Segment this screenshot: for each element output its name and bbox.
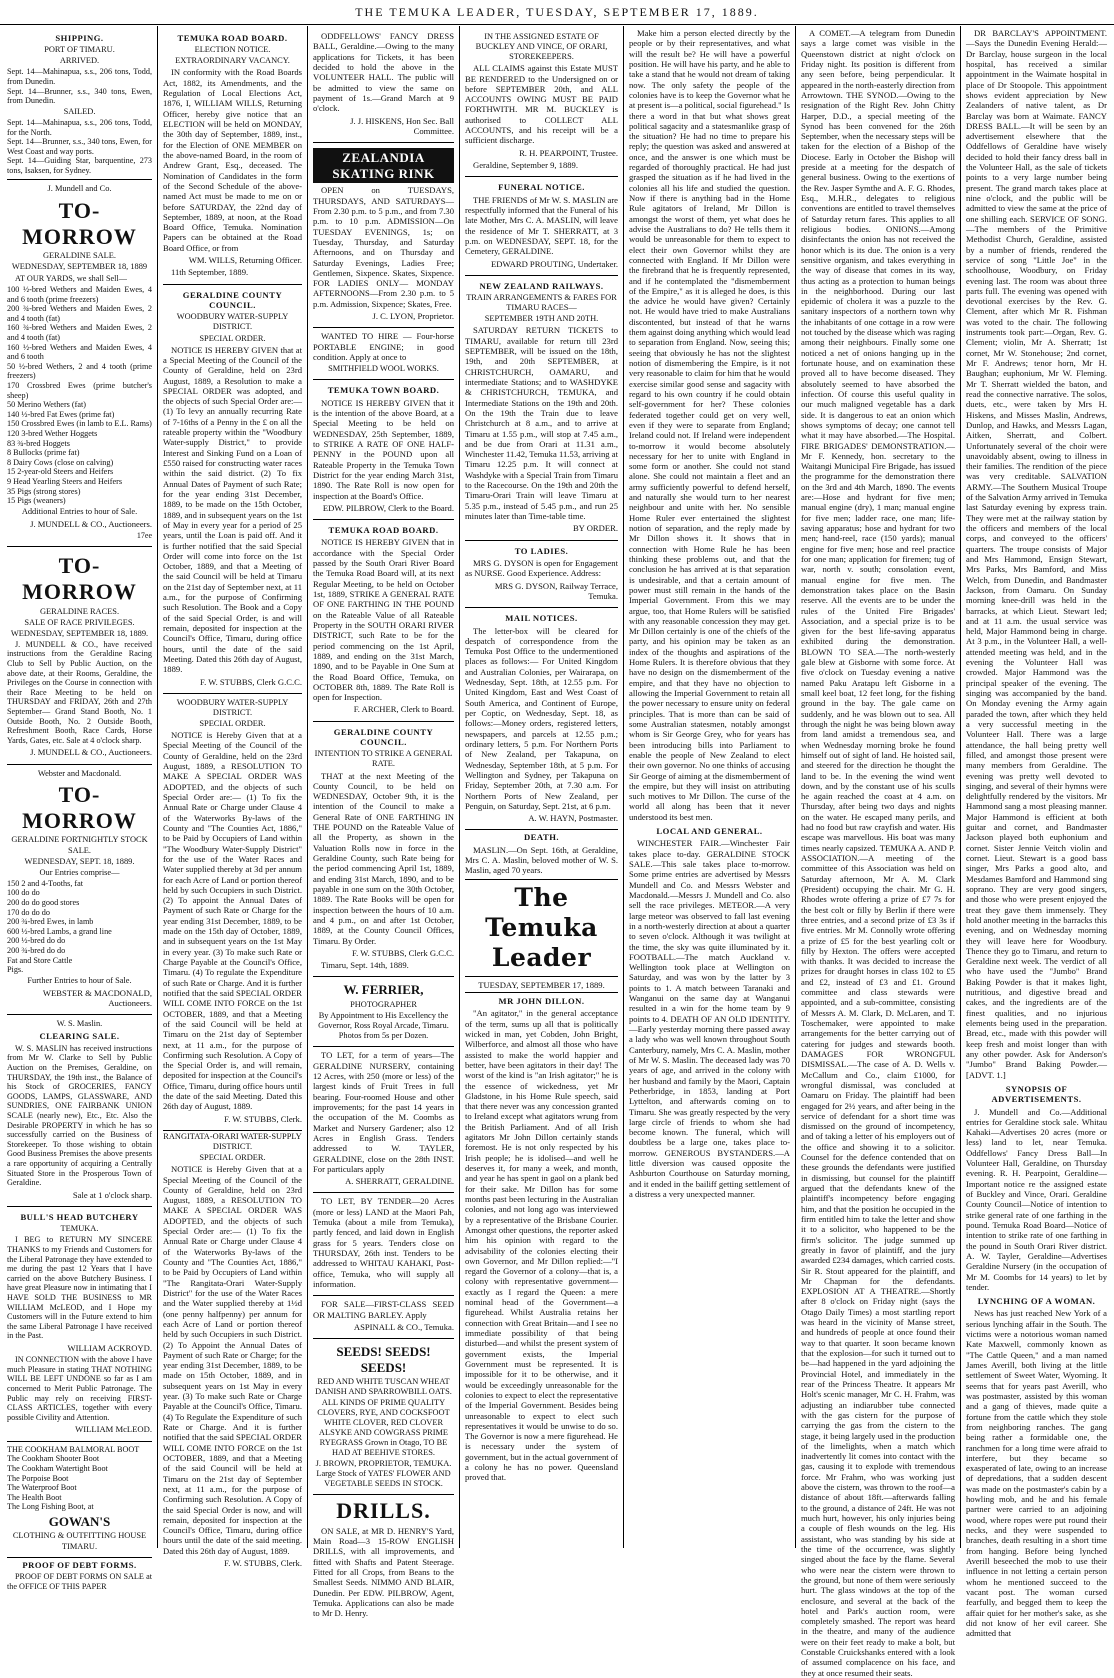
ad-body: By Appointment to His Excellency the Governor, Ross Royal Arcade, Timaru. Photos from 5s per Dozen. [318, 1011, 449, 1041]
ad-signature-2: WILLIAM McLEOD. [75, 1424, 152, 1435]
port-name: PORT OF TIMARU. [44, 45, 115, 55]
synopsis-body: J. Mundell and Co.—Additional entries for Geraldine stock sale. Whitau Kahaki—Advertises 20 acres (more or less) land to let, near Temuka. Oddfellows' Fancy Dress Ball—In Volunteer Hall, Geraldine, on Thursday evening. R. H. Pearpoint, Geraldine—Important notice re the assigned estate of Buckley and Vince, Orari. Geraldine County Council—Notice of intention to strike general rate of one farthing in the pound. Temuka Road Board—Notice of intention to strike rate of one farthing in the pound in South Orari River district. A. W. Tayler, Geraldine—Advertises Geraldine Nursery (in the occupation of Mr M. Coombs for 14 years) to let by tender. [966, 1106, 1107, 1292]
ad-body: I BEG to RETURN MY SINCERE THANKS to my Friends and Customers for the Liberal Patronage they have extended to me during the past 12 Years that I have carried on the above Butchery Business. I have great Pleasure now in intimating that I HAVE SOLD THE BUSINESS to MR WILLIAM McLEOD, and I Hope my Customers will in the Future extend to him the same Liberal Patronage I have received in the Past. [7, 1235, 152, 1341]
notice-subtitle: INTENTION TO STRIKE A GENERAL RATE. [314, 749, 453, 769]
arrived-entry: Sept. 14—Mahinapua, s.s., 206 tons, Todd, from Dunedin. [7, 67, 152, 87]
notice-signature: R. H. PEARPOINT, Trustee. [519, 147, 618, 158]
stock-item: 600 ½-bred Lambs, a grand line [7, 926, 112, 936]
barley-sale-ad [313, 1296, 454, 1339]
fancy-dress-ball-ad [313, 28, 454, 143]
ad-code: 17ee [136, 531, 152, 541]
sailed-entry: Sept. 14—Guiding Star, barquentine, 273 tons, Isaksen, for Sydney. [7, 156, 152, 175]
notice-signature: A. W. HAYN, Postmaster. [528, 813, 618, 824]
ad-body: ODDFELLOWS' FANCY DRESS BALL, Geraldine.—Owing to the many applications for Tickets, it has been decided to hold the above in the VOLUNTEER HALL. The public will be admitted to view the same on payment of 1s.—Grand March at 9 o'clock. [313, 31, 454, 114]
notice-signature: F. W. STUBBS, Clerk. [224, 1558, 302, 1569]
newspaper-nameplate [465, 879, 618, 977]
stock-item: 35 Pigs (strong stores) [7, 486, 81, 496]
lynching-body: News has just reached New York of a serious lynching affair in the South. The victims were a notorious woman named Kate Maxwell, commonly known as "The Cattle Queen," and a man named James Averill, both living at the little settlement of Sweet Water, Wyoming. It seems that for years past Averill, who was postmaster, assisted by this woman and a gang of thieves, made quite a fortune from the cattle which they stole from neighboring ranches. The gang being rather a formidable one, the ranchmen for a long time were afraid to interfere, but they became so exasperated of late, owing to an increase of depredations, that a sudden descent was made on the postmaster's cabin by a howling mob, and he and his female partner were carried to an adjoining wood, where ropes were put round their necks, and they were suspended to branches, death resulting in a short time from hanging. Before being lynched Averill beseeched the mob to use their influence in not letting a certain person whom he mentioned succeed to the vacant post. The woman cursed fearfully, and begged them to keep the affair quiet for her mother's sake, as she did not know of her evil career. She admitted that [966, 1308, 1107, 1639]
advertiser-name: Webster and Macdonald. [37, 768, 122, 778]
notice-signature: F. W. STUBBS, Clerk G.C.C. [352, 947, 454, 958]
funeral-notice [465, 177, 618, 276]
stock-item: 200 ½-bred do do [7, 936, 66, 946]
notice-subtitle-2: SEPTEMBER 19TH AND 20TH. [484, 314, 599, 324]
drills-title: DRILLS. [336, 1498, 431, 1524]
woodbury-order-ad [163, 285, 302, 694]
shipping-title: SHIPPING. [55, 33, 104, 43]
column-4 [460, 26, 624, 1548]
boot-item: The Long Fishing Boot, at [7, 1502, 94, 1512]
sale-title: CLEARING SALE. [39, 1031, 120, 1042]
arrived-label: ARRIVED. [59, 56, 100, 66]
wanted-engine-ad [313, 328, 454, 380]
assigned-estate-notice [465, 28, 618, 177]
rink-title: ZEALANDIA SKATING RINK [313, 148, 454, 183]
notice-signature: F. W. STUBBS, Clerk G.C.C. [200, 676, 302, 687]
sale-date: WEDNESDAY, SEPT. 18, 1889. [24, 856, 135, 866]
event-subtitle: SALE OF RACE PRIVILEGES. [24, 617, 135, 627]
auctioneer-signature: WEBSTER & MACDONALD, Auctioneers. [42, 987, 152, 1009]
order-label: SPECIAL ORDER. [199, 719, 266, 729]
council-title: GERALDINE COUNTY COUNCIL. [182, 289, 283, 311]
sale-footer: Sale at 1 o'clock sharp. [72, 1189, 152, 1200]
boot-item: The Health Boot [7, 1492, 62, 1502]
local-news-title: LOCAL AND GENERAL. [656, 826, 763, 837]
notice-title: NEW ZEALAND RAILWAYS. [479, 280, 604, 291]
woodbury-order-2-ad [163, 694, 302, 1131]
stock-item: 83 ¾-bred Hoggets [7, 438, 70, 448]
stock-item: 15 Pigs (weaners) [7, 496, 66, 506]
local-news-body: WINCHESTER FAIR.—Winchester Fair takes place to-day. GERALDINE STOCK SALE.—This sale takes place to-morrow. Some prime entries are advertised by Messrs Mundell and Co. and Messrs Webster and Macdonald.—Messrs J. Mundell and Co. also sell the race privileges. METEOR.—A very large meteor was observed to fall last evening in a north-westerly direction at about a quarter to seven o'clock. Although it was twilight at the time, the sky was quite illuminated by it. FOOTBALL.—The match Auckland v. Wellington took place at Wellington on Saturday, and was won by the latter by 3 points to 1. A match between Taranaki and Wanganui on the same day at Wanganui resulted in a win for the home team by 9 points to 4. DEATH OF AN OLD IDENTITY.—Early yesterday morning there passed away a lady who was well known throughout South Canterbury, namely, Mrs C. A. Maslin, mother of Mr W. S. Maslin. The deceased lady was 70 years of age, and arrived in the colony with her husband and family by the Maori, Captain Petherbridge, in 1853, landing at Port Lyttelton, and afterwards coming on to Timaru. She was greatly respected by the very large circle of friends to whom she had become known. The funeral, which will doubtless be a large one, takes place to-morrow. GENEROUS BYSTANDERS.—A little diversion was caused opposite the Ashburton Courthouse on Saturday morning, and it ended in the bailiff getting settlement of a distress a very unexpected manner. [629, 838, 790, 1199]
boot-item: The Waterproof Boot [7, 1483, 77, 1493]
tomorrow-headline: TO-MORROW [22, 781, 137, 834]
proof-title: PROOF OF DEBT FORMS. [22, 1559, 137, 1570]
notice-body: NOTICE is Hereby Given that at a Special Meeting of the Council of the County of Geraldine, held on the 23rd August, 1889, a RESOLUTION TO MAKE A SPECIAL ORDER WAS ADOPTED, and the objects of such Special Order are:— (1) To fix the Annual Rate or Charge under Clause 4 of the Waterworks By-laws of the County and "The Counties Act, 1886," to be Paid by Occupiers of Land within "The Woodbury Water-Supply District" for the use of the Water Races and Water supplied thereby at 3d per annum for each Acre of Land or portion thereof held by such Occupiers in such District. (2) To appoint the Annual Dates of Payment of such Rate or Charge for the year ending 31st December, 1889, to be made on the 15th day of October, 1889, and in subsequent years on the 1st May in every year. (3) To make such Rate or Charge Payable at the Council's Office, Timaru. (4) To regulate the Expenditure of such Rate or Charge. And it is further notified that the said SPECIAL ORDER WILL COME INTO FORCE on the 1st OCTOBER, 1889, and that a Meeting of the said Council will be held at Timaru on the 21st day of September next, at 11 a.m., for the purpose of Confirming such Resolution. A Copy of the Special Order is, and will remain, deposited for inspection at the Council's Office, Timaru, during office hours until the date of the said Meeting. Dated this 26th day of August, 1889. [163, 730, 302, 1112]
notice-body: NOTICE is Hereby Given that at a Special Meeting of the Council of the County of Geraldine, held on 23rd August, 1889, a RESOLUTION TO MAKE A SPECIAL ORDER WAS ADOPTED, and the objects of such Special Order are:— (1) To fix the Annual Rate or Charge under Clause 4 of the Waterworks By-laws of the County and "The Counties Act, 1886," to be Paid by Occupiers of Land within "The Rangitata-Orari Water-Supply District" for the use of the Water Races and the Water supplied thereby at 1½d (one penny halfpenny) per annum for each Acre of Land or portion thereof held by such Occupiers in such District. (2) To Appoint the Annual Dates of Payment of such Rate or Charge; for the year ending 31st December, 1889, to be made on 15th October, 1889, and in subsequent years on 1st May in every year. (3) To make such Rate or Charge Payable at the Council's Office, Timaru. (4) To Regulate the Expenditure of such Rate or Charge. And it is further notified that the said SPECIAL ORDER WILL COME INTO FORCE on the 1st OCTOBER, 1889, and that a Meeting of the said Council will be held at Timaru on the 21st day of September next, at 11 a.m., for the purpose of Confirming such Resolution. A Copy of the said Special Order is now, and will remain, deposited for inspection at the Council's Office, Timaru, during office hours until the date of the said meeting. Dated this 26th day of August, 1889. [163, 1164, 302, 1556]
ad-body: RED AND WHITE TUSCAN WHEAT DANISH AND SPARROWBILL OATS. ALL KINDS OF PRIME QUALITY CLOVERS, RYE, AND COCKSFOOT WHITE CLOVER, RED CLOVER ALSYKE AND COWGRASS PRIME RYEGRASS Grown in Otago, TO BE HAD AT BEEHIVE STORES. [315, 1377, 452, 1457]
rangitata-order-ad [163, 1132, 302, 1568]
notice-title: DEATH. [523, 832, 560, 843]
stock-item: 50 ½-bred Wethers, 2 and 4 tooth (prime freezers) [7, 361, 152, 381]
mundell-stock-sale-ad [7, 180, 152, 546]
editorial-continued: Make him a person elected directly by the people or by their representatives, and what will the result be? He will have a powerful position. He will have his party, and he able to take a stand that he would not dream of taking now. The only safety the people of the colonies have is to keep the Governor what he at present is—a political, social figurehead." Is there a word in that but what shows great political sagacity and a statesmanlike grasp of the situation? He had no time to prepare his reply; the question was asked and answered at once, and the answer is one which must be regarded of thoroughly practical. He had just grasped the situation as if he had lived in the colonies all his life and studied the question. Now if there is anything bad in the Home Rule agitators of Ireland, Mr Dillon is amongst the worst of them, yet what does he advise the Australians to do? He tells them it would be unreasonable for them to expect to elect their own Governor whilst they are connected with England. If Mr Dillon were the firebrand that he is frequently represented, and if he contemplated the "dismemberment of the Empire," as it is alleged he does, is this the advice he would have given? Certainly not. He would have tried to make Australians discontented, but instead of that he warns them against doing anything which would lead to separation from England. Now, seeing this; seeing that obviously he has not the slightest notion of dismembering the Empire, is it not very reasonable to claim for him that he would exercise similar good sense and sagacity with regard to his own country if he could obtain self-government for her? These colonies federated together could get on very well, even if they were to separate from England; Ireland could not. If Ireland were independent to-morrow it would become absolutely necessary for her to unite with England in some form or another. She could not stand alone. She could not maintain a fleet and an army sufficiently powerful to defend herself, and naturally she would turn to her nearest neighbour and unite with her. No sensible Home Ruler ever entertained the slightest notion of separation, and the reply made by Mr Dillon shows it. It shows that in connection with Home Rule he has been thinking these problems out, and that the conclusion he has arrived at is that separation is undesirable, and that a certain amount of power must still remain in the hands of the Imperial Government. From this we may argue, too, that Home Rulers will be satisfied with any reasonable concession they may get. Mr Dillon certainly is one of the chiefs of the party, and his opinion may be taken as an index of the thoughts and aspirations of the Home Rulers. It is therefore obvious that they have no design on the dismemberment of the empire, and that they have no objection to allowing the Imperial Government to retain all the power necessary to ensure unity on federal principles. That is more than can be said of some Australian statesmen, notably amongst whom is Sir George Grey, who for years has been introducing bills into Parliament to enable the people of New Zealand to elect their own governor. No one thinks of accusing Sir George of aiming at the dismemberment of the empire, but they will insist on attributing such motives to Mr Dillon. The curse of the world all along has been that it never understood its best men. [629, 28, 791, 822]
district-title: RANGITATA-ORARI WATER-SUPPLY DISTRICT. [163, 1132, 302, 1152]
local-news-continued: DR BARCLAY'S APPOINTMENT.—Says the Dunedin Evening Herald:—Dr Barclay, house surgeon in the local hospital, has received a similar appointment in the Waimate hospital in place of Dr Stoopole. This appointment shows evident appreciation by New Zealanders of native talent, as Dr Barclay was born at Waimate. FANCY DRESS BALL.—It will be seen by an advertisement elsewhere that the Oddfellows of Geraldine have wisely decided to hold their fancy dress ball in the Volunteer Hall, as the sale of tickets points to a very large number being present. The grand march takes place at nine o'clock, and the public will be admitted to view the same at the price of one shilling each. SERVICE OF SONG.—The members of the Primitive Methodist Church, Geraldine, assisted by a number of friends, rendered the service of song "Little Joe" in the schoolhouse, Woodbury, on Friday evening last. The room was about three parts full. The evening was opened with devotional exercises by the Rev. G. Clement, after which Mr R. Fishman was voted to the chair. The following instruments took part:—Organ, Rev. G. Clement; violin, Mr A. Sherratt; 1st cornet, Mr W. Stonehouse; 2nd cornet, Mr F. Andrews; tenor horn, Mr H. Baughan; euphonium, Mr W. Fleming. Mr T. Sherratt wielded the baton, and read the connective narrative. The solos, duets, etc., were taken by Mrs H. Hiskens, and Misses Maslin, Andrews, Dunlop, and Hawks, and Messrs Lagan, Aitken, Sherratt, and Colbert. Unfortunately several of the choir were unavoidably absent, owing to illness in their families. The rendition of the piece was very creditable. SALVATION ARMY.—The Southern Musical Troupe of the Salvation Army arrived in Temuka last Saturday evening by express train. They were met at the railway station by the officers and members of the local corps, and conveyed to the officers' quarters. The troupe consists of Major and Mrs Hammond, Ensign Stewart, Mrs Parks, Mrs Bamford, and Miss Welch, from Dunedin, and Bandmaster Jackson, from Oamaru. On Sunday morning knee-drill was held in the barracks, at which Lieut. Stewart led; and at 11 a.m. the usual service was held, Major Hammond being in charge. At 3 p.m., in the Volunteer Hall, a well-attended meeting was held, and in the evening the Volunteer Hall was crowded. Major Hammond was the principal speaker of the evening. The singing was accompanied by the band. On Monday evening the Army again paraded the town, after which they held a very successful meeting in the Volunteer Hall. There was a large attendance, the hall being pretty well filled, and amongst those present were many members from Geraldine. The evening was pretty well devoted to singing, and several of their hymns were delightfully rendered by the visitors. Mr Hammond sang a most pleasing manner. Major Hammond is efficient at both guitar and cornet, and Bandmaster Jackson played both euphonium and cornet. Sister Jennie Veitch violin and cornet. Lieut. Stewart is a good bass singer, Mrs Parks a good alto, and Mesdames Bamford and Hammond sing soprano. They are very good singers, and those who were present enjoyed the treat they gave them immensely. They hold another meeting in the barracks this evening, and on Wednesday morning they will leave here for Woodbury. Thence they go to Timaru, and return to Geraldine next week. The verdict of all who have used the "Jumbo" Brand Baking Powder is that it makes light, nutritious, and digestive bread and cakes, and the ingredients are of the finest qualities, and no injurious elements being used in the preparation. Bread, etc., made with this powder will keep fresh and moist longer than with any other powder. Ask for Anderson's "Jumbo" Brand Baking Powder.—[ADVT. 1.] [966, 28, 1108, 1080]
column-3 [308, 26, 460, 1619]
stock-item: 200 ¾-bred Wethers and Maiden Ewes, 2 and 4 tooth (fat) [7, 304, 152, 323]
drills-ad [313, 1498, 454, 1618]
tomorrow-headline: TO-MORROW [22, 552, 137, 605]
ad-body-2: IN CONNECTION with the above I have much Pleasure in stating THAT NOTHING WILL BE LEFT UNDONE so far as I am concerned to Merit Public Patronage. The Public may rely on receiving FIRST-CLASS ARTICLES, together with every possible Civility and Attention. [7, 1355, 152, 1422]
notice-date: Geraldine, September 9, 1889. [473, 160, 579, 171]
ad-body: ON SALE, at MR D. HENRY'S Yard, Main Road—3 15-ROW ENGLISH DRILLS, with all improvements, and fitted with Shafts and Patent Steerage. Fitted for all Crops, from Beans to the Smallest Seeds. NIMMO AND BLAIR, Dunedin. Per EDW. PILBROW, Agent, Temuka. Applications can also be made to Mr D. Henry. [313, 1525, 454, 1619]
ad-body: PROOF OF DEBT FORMS ON SALE at the OFFICE OF THIS PAPER [7, 1571, 152, 1591]
advertiser-name: J. Mundell and Co. [47, 184, 112, 194]
photographer-name: W. FERRIER, [343, 982, 424, 998]
notice-signature: EDWARD PROUTING, Undertaker. [491, 258, 618, 269]
stock-list [7, 879, 152, 975]
railways-notice [465, 276, 618, 541]
editorial-body: "An agitator," in the general acceptance of the term, sums up all that is politically wicked in man, yet Cobden, John Bright, Wilberforce, and almost all those who have assisted to make the world happier and better, have been agitators in their day! The worst of the kind is "an Irish agitator;" he is the essence of wickedness, yet Mr Gladstone, in his Home Rule speech, said that there never was any concession granted to Ireland except what agitators wrung from the British Parliament. And of all Irish agitators Mr John Dillon certainly stands foremost. He is not only respected by his Irish people; he is idolised—and well he deserves it, for many a week, and month, and year he has spent in gaol on a plank bed for their sake. Mr Dillon has for some months past been lecturing in the Australian colonies, and not long ago was interviewed by a representative of the Brisbane Courier. Amongst other questions, the reporter asked him his opinion with regard to the advisability of the colonies electing their own Governor, and Mr Dillon replied:—"I regard the Governor of a colony—that is, a colony with representative government—exactly as I regard the Queen: a mere nominal head of the Government—a figurehead. Whilst Australia retains her connection with Great Britain—and I see no immediate possibility of that being disturbed—and whilst the present system of government exists, the Imperial Government must be represented. It is impossible for it to be otherwise, and it would be exceedingly unreasonable for the colonies to expect to elect the representative of the Imperial Government. Besides being unreasonable to expect to elect such representatives it would be unwise to do so. The Governor is now a mere figurehead. He is necessary under the system of government, but in the actual government of a colony he has no power. Queensland proved that. [465, 1008, 618, 1483]
boot-list [7, 1445, 152, 1512]
sale-date: WEDNESDAY, SEPTEMBER 18, 1889 [11, 262, 148, 272]
auctioneer-signature: J. MUNDELL & CO., Auctioneers. [30, 747, 152, 758]
local-news-continued: A COMET.—A telegram from Dunedin says a large comet was visible in the Queenstown district at night o'clock on Friday night. Its position is different from any seen before, being perpendicular. It appeared in the north-easterly direction from Arrowtown. THE SYNOD.—Owing to the resignation of the Right Rev. John Chitty Harper, D.D., a special meeting of the Synod has been convened for the 26th September, when the necessary steps will be taken for the election of a Bishop of the Diocese. Early in October the Bishop will preside at a meeting for the despatch of general business. Owing to the exertions of the Rev. Jasper Symthe and A. F. G. Rhodes, Esq., M.H.R., delegates to religious conventions are entitled to travel themselves of Saturday return fares. This applies to all religious bodies. ONIONS.—Among disinfectants the onion has not received the honor which is its due. The onion is a very sensitive organism, and takes everything in the way of disease that comes in its way, thus acting as a protection to human beings in the neighborhood. During our last epidemic of cholera it was a puzzle to the sanitary inspectors of a northern town why the inhabitants of one cottage in a row were not touched by the disease which was raging among their neighbours. Finally some one noticed a net of onions hanging up in the fortunate house, and on examination these proved all to have become diseased. They absolutely seemed to have absorbed the infection. Of course this useful quality in our much maligned vegetable has a dark side. It is dangerous to eat an onion which shows symptoms of decay; one cannot tell what it may have absorbed.—The Hospital. FIRE BRIGADES' DEMONSTRATION.—Mr F. Kennedy, hon. secretary to the Waitangi Municipal Fire Brigade, has issued the programme for the demonstration there on the 3rd and 4th March, 1890. The events are:—Hose and hydrant for five men; manual engine (dry), 1 man; manual engine for five men; ladder race, one man; life-saving apparatus; hose and hydrant for two men; hand-reel, race (150 yards); manual engine for five men; hose and reel practice for one man; application for firemen; tug of war, north v. south; consolation event, manual engine for five men. The demonstration takes place on the Basin reserve. All the events are to be under the rules of the United Fire Brigades' Association, and a special prize is to be given for the best life-saving apparatus exhibited during the demonstration. BLOWN TO SEA.—The north-westerly gale blew at Gisborne with some force. At five o'clock on Tuesday evening a native named Paku Aratapu left Gisborne in a small keel boat, 12 feet long, for the fishing ground in the bay. The gale came on suddenly, and he was blown out to sea. All through the night he was being blown away from land amidst a tremendous sea, and when Wednesday morning broke he found himself out of sight of land. He hoisted sail, and steered for the direction he thought the land to be. In the evening the wind went down, and by the constant use of his sculls he again reached the coast at 4 a.m. on Thursday, after being two days and nights on the water. He escaped many perils, and had no food but raw crayfish and water. His escape was marvellous. His boat was many times nearly capsized. TEMUKA A. AND P. ASSOCIATION.—A meeting of the committee of this Association was held on Saturday afternoon, Mr A. M. Clark (President) occupying the chair. Mr G. H. Rhodes wrote offering a prize of £7 7s for the best colt or filly by Berlin if there were three entries, and a second prize of £3 3s if five entries. Mr M. Connolly wrote offering a prize of £5 for the best yearling colt or filly by Hexton. The offers were accepted with thanks. It was decided to increase the prizes for draught horses in class 102 to £5 and £2, instead of £3 and £1. Ground committee and class stewards were appointed, and a sub-committee, consisting of Messrs A. M. Clark, D. McLaren, and T. Toschemaker, were appointed to make arrangements for the better carrying out of catering for judges and stewards booth. DAMAGES FOR WRONGFUL DISMISSAL.—The case of A. D. Wells v. McCallum and Co., claim £1000, for wrongful dismissal, was concluded at Oamaru on Friday. The plaintiff had been engaged for 2½ years, and after being in the service of defendant for a short time was dismissed on the ground of incompetency, and of taking a letter of his employers out of the office and showing it to a solicitor. Counsel for the defence contended that on these grounds the defendants were justified in dismissing, but counsel for the plaintiff argued that the defendants knew of the plaintiff's incompetency before engaging him, and that the position he occupied in the firm entitled him to take the letter and show it to a solicitor, who happened to be the firm's solicitor. The judge summed up greatly in favor of plaintiff, and the jury awarded £234 damages, which carried costs. Sir R. Stout appeared for the plaintiff, and Mr Chapman for the defendants. EXPLOSION AT A THEATRE.—Shortly after 8 o'clock on Friday night (says the Otago Daily Times) a most startling report was heard in the vicinity of Manse street, and hundreds of people at once found their way to that quarter. It soon became known that the explosion—for such it turned out to be—had happened in the yard adjoining the Provincial Hotel, and immediately in the rear of the Princess Theatre. It appears Mr Holt's scenic manager, Mr C. H. Frahm, was adjusting an indiarubber tube connected with the gas cistern for the purpose of carrying the gas from the cistern to the stage, it being largely used in the production of the limelights, when a match which inadvertently lit comes into contact with the gas, causing it to explode with tremendous force. Mr Frahm, who was working just above the cistern, was thrown to the roof—a distance of about 18ft.—afterwards falling to the ground, a distance of 24ft. He was not much hurt, however, his only injuries being a couple of flesh wounds on the leg. His assistant, who was standing by his side at the time of the occurrence, was slightly singed about the face by the flame. Several who were near the cistern were thrown to the ground, but none of them were seriously hurt. The glass windows at the top of the enclosure, and several at the back of the hotel and Park's auction room, were completely smashed. The report was heard in the theatre, and many of the audience were on their feet ready to make a bolt, but Constable Cruickshanks entered with a look of assumed complacence on his face, and they at once resumed their seats. [801, 28, 955, 1678]
stock-list [7, 285, 152, 506]
death-notice [465, 832, 618, 875]
column-2 [158, 26, 308, 1569]
butchery-location: TEMUKA. [60, 1224, 99, 1234]
page-masthead: THE TEMUKA LEADER, TUESDAY, SEPTEMBER 17, 1889. [0, 0, 1114, 25]
notice-body: The letter-box will be cleared for despatch of correspondence from the Temuka Post Office to the undermentioned places as follows:— For United Kingdom and Australian Colonies, per Wairarapa, on Wednesday, Sept. 18th, at 12.55 p.m. For United Kingdom, East and West Coast of South America, and Continent of Europe, per Coptic, on Wednesday, Sept. 18, as follows:—Money orders, registered letters, newspapers, and parcels at 12.55 p.m.; ordinary letters, 5 p.m. For Northern Ports of New Zealand, per Takapuna, on Wednesday, September 18th, at 5 p.m. For Wellington and Sydney, per Takapuna on Friday, September 20th, at 7.30 a.m. For Northern Ports of New Zealand, per Penguin, on Saturday, Sept. 21st, at 6 p.m. [465, 625, 618, 811]
stock-item: 150 Crossbred Ewes (in lamb to E.L. Rams) [7, 419, 152, 429]
road-board-rate-ad [313, 520, 454, 722]
ad-body: OPEN on TUESDAYS, THURSDAYS, AND SATURDAYS—From 2.30 p.m. to 5 p.m., and from 7.30 p.m. to 10 p.m. ADMISSION—On TUESDAY EVENINGS, 1s; on Tuesday, Thursday, and Saturday Afternoons, and on Thursday and Saturday Evenings, Ladies Free; Gentlemen, Sixpence. Skates, Sixpence. FOR LADIES ONLY— MONDAY AFTERNOONS—From 2.30 p.m. to 5 p.m. Admission, Sixpence; Skates, Free. [313, 185, 454, 309]
notice-title: FUNERAL NOTICE. [498, 182, 585, 193]
notice-title: TEMUKA ROAD BOARD. [328, 525, 439, 536]
advertiser-name: W. S. Maslin. [56, 1019, 103, 1029]
sale-name: GERALDINE FORTNIGHTLY STOCK SALE. [11, 835, 148, 855]
stock-item: Pigs. [7, 965, 24, 975]
boots-ad [7, 1442, 152, 1558]
notice-body: MRS G. DYSON is open for Engagement as NURSE. Good Experience. Address: [465, 557, 618, 579]
land-to-let-ad [313, 1193, 454, 1296]
notice-signature: F. W. STUBBS, Clerk. [224, 1113, 302, 1124]
order-label: SPECIAL ORDER. [199, 1153, 266, 1163]
boot-item: The Cookham Shooter Boot [7, 1454, 100, 1464]
photographer-ad [313, 977, 454, 1047]
sale-name: GERALDINE SALE. [42, 251, 117, 261]
notice-date: 11th September, 1889. [171, 267, 249, 278]
ad-body: W. S. MASLIN has received instructions from Mr W. Clarke to Sell by Public Auction on the Premises, Geraldine, on THURSDAY, the 19th inst., the Balance of his Stock of GROCERIES, FANCY GOODS, LAMPS, GLASSWARE, AND SUNDRIES, ONE FAIRBANK UNION SCALE (nearly new), Etc., Etc. Also the Desirable PROPERTY in which he has so successfully carried on the Business of Storekeeper. To those wishing to obtain Good Business Premises the above presents a rare opportunity of acquiring a Centrally Situated Store in the Prosperous Town of Geraldine. [7, 1043, 152, 1188]
notice-body: NOTICE IS HEREBY GIVEN that in accordance with the Special Order passed by the South Orari River Board the Temuka Road Board will, at its next Regular Meeting, to be held on October 1st, 1889, STRIKE A GENERAL RATE OF ONE FARTHING IN THE POUND on the Rateable Value of all Rateable Property in the SOUTH ORARI RIVER DISTRICT, such Rate to be for the period commencing on the 1st April, 1889, and ending on the 31st March, 1890, and to be Payable in One Sum at the Road Board Office, Temuka, on OCTOBER 8th, 1889. The Rate Roll is open for Inspection. [313, 537, 454, 703]
stock-item: 140 ½-bred Fat Ewes (prime fat) [7, 409, 115, 419]
notice-body: NOTICE IS HEREBY GIVEN that it is the intention of the above Board, at a Special Meeting to be held on WEDNESDAY, 25th September, 1889, to STRIKE A RATE OF ONE HALF-PENNY in the POUND upon all Rateable Property in the Temuka Town District for the year ending March 31st, 1890. The Rate Roll is now open for inspection at the Board's Office. [313, 397, 454, 501]
notice-signature: MRS G. DYSON, Railway Terrace, Temuka. [494, 580, 618, 601]
nursery-to-let-ad [313, 1047, 454, 1193]
stock-item: 150 2 and 4-Tooths, fat [7, 878, 84, 888]
stock-item: 100 ½-bred Wethers and Maiden Ewes, 4 and 6 tooth (prime freezers) [7, 285, 152, 304]
ad-signature: J. C. LYON, Proprietor. [372, 311, 454, 322]
notice-body: MASLIN.—On Sept. 16th, at Geraldine, Mrs C. A. Maslin, beloved mother of W. S. Maslin, aged 70 years. [465, 844, 618, 876]
arrived-entry: Sept. 14—Brunner, s.s., 340 tons, Ewen, from Dunedin. [7, 86, 152, 106]
event-name: GERALDINE RACES. [39, 606, 120, 616]
seeds-ad [313, 1339, 454, 1495]
notice-title: MAIL NOTICES. [505, 613, 578, 624]
sailed-entry: Sept. 14—Brunner, s.s., 340 tons, Ewen, for West Coast and way ports. [7, 137, 152, 156]
stock-item: 200 ¾-bred do do [7, 945, 66, 955]
outfitter-subtitle: CLOTHING & OUTFITTING HOUSE TIMARU. [12, 1531, 147, 1551]
editorial-title: MR JOHN DILLON. [498, 996, 585, 1007]
ad-body: WANTED TO HIRE — Four-horse PORTABLE ENGINE; in good condition. Apply at once to [313, 331, 454, 362]
sale-footer: Further Entries to hour of Sale. [27, 975, 132, 985]
ad-signature: A. SHERRATT, GERALDINE. [345, 1176, 454, 1187]
tomorrow-headline: TO-MORROW [22, 197, 137, 249]
notice-title: IN THE ASSIGNED ESTATE OF BUCKLEY AND VINCE, OF ORARI, STOREKEEPERS. [475, 32, 608, 62]
seeds-title: SEEDS! SEEDS! SEEDS! [336, 1344, 431, 1375]
outfitter-name: GOWAN'S [48, 1513, 111, 1529]
butchery-title: BULL'S HEAD BUTCHERY [20, 1212, 139, 1223]
nameplate-title: The Temuka Leader [485, 882, 598, 972]
event-date: WEDNESDAY, SEPTEMBER 18, 1889. [10, 628, 149, 638]
ad-signature: J. J. HISKENS, Hon Sec. Ball Committee. [350, 115, 454, 136]
district-title: WOODBURY WATER-SUPPLY DISTRICT. [176, 697, 289, 717]
notice-title: TEMUKA TOWN BOARD. [327, 385, 440, 396]
boot-item: THE COOKHAM BALMORAL BOOT [7, 1444, 140, 1454]
notice-subtitle: ELECTION NOTICE. [194, 45, 271, 55]
notice-subtitle-2: EXTRAORDINARY VACANCY. [175, 56, 290, 66]
notice-body: ALL CLAIMS against this Estate MUST BE RENDERED to the Undersigned on or before SEPTEMBER 20th, and ALL ACCOUNTS OWING MUST BE PAID FORTHWITH. MR M. BUCKLEY is authorised to COLLECT ALL ACCOUNTS, and his receipt will be a sufficient discharge. [465, 63, 618, 146]
boot-item: The Porpoise Boot [7, 1473, 69, 1483]
notice-title: TO LADIES. [514, 545, 569, 556]
notice-title: GERALDINE COUNTY COUNCIL. [333, 726, 434, 748]
notice-date: Timaru, Sept. 14th, 1889. [321, 960, 409, 971]
notice-body: THAT at the next Meeting of the County Council, to be held on WEDNESDAY, October 9th, it is the intention of the Council to make a General Rate of ONE FARTHING IN THE POUND on the Rateable Value of all the Property, as shown in the Valuation Rolls now in force in the Geraldine County, such Rate being for the period commencing April 1st, 1889, and ending 31st March, 1890, and to be payable in one sum on the 30th October, 1889. The Rate Books will be open for inspection between the hours of 10 a.m. and 4 p.m., on and after 1st October, 1889, at the County Council Offices, Timaru. By Order. [313, 770, 454, 946]
stock-item: 9 Head Yearling Steers and Heifers [7, 476, 123, 486]
shipping-notice [7, 28, 152, 180]
notice-subtitle: TRAIN ARRANGEMENTS & FARES FOR TIMARU RACES— [466, 293, 617, 313]
stock-item: 120 3-bred Wether Hoggets [7, 429, 98, 438]
proof-of-debt-ad [7, 1560, 152, 1592]
auctioneer-signature: J. MUNDELL & CO., Auctioneers. [30, 518, 152, 529]
boot-item: The Cookham Watertight Boot [7, 1463, 108, 1473]
lynching-title: LYNCHING OF A WOMAN. [977, 1296, 1096, 1307]
notice-signature: WM. WILLS, Returning Officer. [188, 255, 302, 266]
order-label: SPECIAL ORDER. [199, 333, 266, 343]
stock-item: 170 Crossbred Ewes (prime butcher's sheep) [7, 381, 152, 400]
town-board-rate-ad [313, 380, 454, 520]
ad-signature: ASPINALL & CO., Temuka. [353, 1321, 454, 1332]
county-rate-ad [313, 722, 454, 978]
stock-item: 200 do do good stores [7, 897, 80, 907]
race-privileges-ad [7, 547, 152, 765]
column-5 [624, 26, 796, 1548]
ad-body: J. MUNDELL & CO., have received instructions from the Geraldine Racing Club to Sell by Public Auction, on the above date, at their Rooms, Geraldine, the Privileges on the Course in connection with their Race Meeting to be held on THURSDAY and FRIDAY, 26th and 27th September— Grand Stand Booth, No. 1 Outside Booth, No. 2 Outside Booth, Refreshment Booth, Race Cards, Horse Yards, Gates, etc. Sale at 4 o'clock sharp. [7, 639, 152, 745]
stock-item: 15 2-year-old Steers and Heifers [7, 467, 114, 477]
ad-body: TO LET, for a term of years—The GERALDINE NURSERY, containing 12 Acres, with 250 (more or less) of the largest kinds of Fruit Trees in full bearing. Four-roomed House and other improvements; for the past 14 years in the occupation of the M. Coombs as Market and Nursery Gardener; also 12 Acres in English Grass. Tenders addressed to W. TAYLER, GERALDINE, close on the 28th INST. For particulars apply [313, 1050, 454, 1174]
synopsis-title: SYNOPSIS OF ADVERTISEMENTS. [991, 1083, 1082, 1105]
skating-rink-ad [313, 143, 454, 328]
district-title: WOODBURY WATER-SUPPLY DISTRICT. [176, 312, 289, 332]
stock-item: 170 do do do [7, 907, 50, 917]
road-board-election-ad [163, 28, 302, 285]
notice-body: IN conformity with the Road Boards Act, 1882, its Amendments, and the Regulation of Local Elections Act, 1876, I, WILLIAM WILLS, Returning Officer, hereby give notice that an ELECTION will be held on MONDAY, the 30th day of September, 1889, inst., for the Election of ONE MEMBER on the above-named Board, in the room of Andrew Grant, Esq., deceased. The Nomination of Candidates in the form of the Second Schedule of the above-named Act must be made to me on or before SATURDAY, the 22nd day of September, 1889, at noon, at the Road Board Office, Temuka. Nomination Papers can be obtained at the Road Board Office, or from [163, 67, 302, 253]
ad-signature: SMITHFIELD WOOL WORKS. [328, 364, 439, 374]
butchery-ad [7, 1207, 152, 1442]
maslin-clearing-sale-ad [7, 1015, 152, 1207]
stock-item: 100 do do [7, 888, 40, 898]
notice-body: THE FRIENDS of Mr W. S. MASLIN are respectfully informed that the Funeral of his late Mother, Mrs C. A. MASLIN, will leave the residence of Mr T. SHERRATT, at 3 p.m. on WEDNESDAY, SEPT. 18, for the Cemetery, GERALDINE. [465, 194, 618, 257]
stock-item: 50 Merino Wethers (fat) [7, 400, 86, 410]
sale-footer: Additional Entries to hour of Sale. [21, 506, 138, 516]
notice-signature: F. ARCHER, Clerk to Board. [353, 704, 454, 715]
stock-item: 160 ¾-bred Wethers and Maiden Ewes, 2 and 4 tooth (fat) [7, 323, 152, 343]
ad-body: FOR SALE—FIRST-CLASS SEED OR MALTING BARLEY. Apply [313, 1299, 454, 1320]
ad-signature: J. BROWN, PROPRIETOR, TEMUKA. Large Stock of YATES' FLOWER AND VEGETABLE SEEDS IN STOCK. [315, 1459, 452, 1489]
webster-sale-ad [7, 765, 152, 1016]
stock-item: 160 ½-bred Wethers and Maiden Ewes, 4 and 6 tooth [7, 342, 152, 362]
notice-signature: BY ORDER. [572, 523, 618, 534]
column-7 [961, 26, 1112, 1639]
sale-intro: AT OUR YARDS, we shall Sell— [15, 273, 127, 283]
column-1 [2, 26, 158, 1591]
stock-item: 200 ¾-bred Ewes, in lamb [7, 917, 94, 927]
stock-item: 8 Bullocks (prime fat) [7, 448, 80, 458]
editorial-dateline: TUESDAY, SEPTEMBER 17, 1889. [465, 980, 618, 993]
nurse-ad [465, 541, 618, 609]
sailed-entry: Sept. 14—Mahinapua, s.s., 206 tons, Todd, for the North. [7, 117, 152, 137]
photographer-title: PHOTOGRAPHER [350, 1000, 417, 1010]
stock-item: Fat and Store Cattle [7, 955, 73, 965]
mail-notices [465, 608, 618, 830]
sailed-label: SAILED. [63, 106, 96, 116]
sale-intro: Our Entries comprise— [39, 867, 120, 877]
notice-title: TEMUKA ROAD BOARD. [177, 33, 288, 43]
column-container [2, 26, 1112, 1678]
notice-signature: EDW. PILBROW, Clerk to the Board. [322, 502, 454, 513]
notice-body: NOTICE IS HEREBY GIVEN that at a Special Meeting of the Council of the County of Geraldine, held on 23rd August, 1889, a Resolution to make a SPECIAL ORDER was adopted, and the objects of such Special Order are:— (1) To levy an annually recurring Rate of 7-16ths of a Penny in the £ on all the rateable property within the "Woodbury Water-supply District," to provide Interest and Sinking Fund on a Loan of £550 raised for constructing water races within the said district. (2) To fix Annual Dates of Payment of such Rate; for the year ending 31st December, 1889, to be made on the 15th October, 1889, and in subsequent years on the 1st of May in every year for a period of 25 years, until the Loan is paid off. And it is further notified that the said Special Order will come into force on the 1st October, 1889, and that a Meeting of the said Council will be held at Timaru on the 21st day of September next, at 11 a.m., for the purpose of Confirming such Resolution. The Book and a Copy of the said Special Order, is and will remain, deposited for inspection at the Council's Office, Timaru, during office hours, until the date of the said Meeting. Dated this 26th day of August, 1889. [163, 344, 302, 675]
notice-body: SATURDAY RETURN TICKETS to TIMARU, available for return till 23rd SEPTEMBER, will be issued on the 18th, 19th, and 20th SEPTEMBER, at CHRISTCHURCH, OAMARU, and intermediate Stations; and to WASHDYKE & CHRISTCHURCH, TEMUKA, and Intermediate Stations on the 19th and 20th. On the 19th the Train due to leave Christchurch at 8 a.m., and to arrive at Timaru at 1.55 p.m., will stop at 7.45 a.m., and be due from Orari at 11.31 a.m., Winchester 11.42, Temuka 11.53, arriving at Timaru 12.25 p.m. It will connect at Washdyke with a Special Train from Timaru to the Racecourse. On the 19th and 20th the Timaru-Orari Train will leave Timaru at 5.35 p.m., instead of 5.45 p.m., and run 25 minutes later than Time-table time. [465, 325, 618, 522]
ad-body: TO LET, BY TENDER—20 Acres (more or less) LAND at the Maori Pah, Temuka (about a mile from Temuka), partly fenced, and laid down in English grass for 5 years. Tenders close on THURSDAY, 26th inst. Tenders to be addressed to WHITAU KAHAKI, Post-office, Temuka, who will supply all information. [313, 1196, 454, 1289]
ad-signature: WILLIAM ACKROYD. [67, 1342, 152, 1353]
stock-item: 8 Dairy Cows (close on calving) [7, 457, 114, 467]
column-6 [796, 26, 961, 1678]
